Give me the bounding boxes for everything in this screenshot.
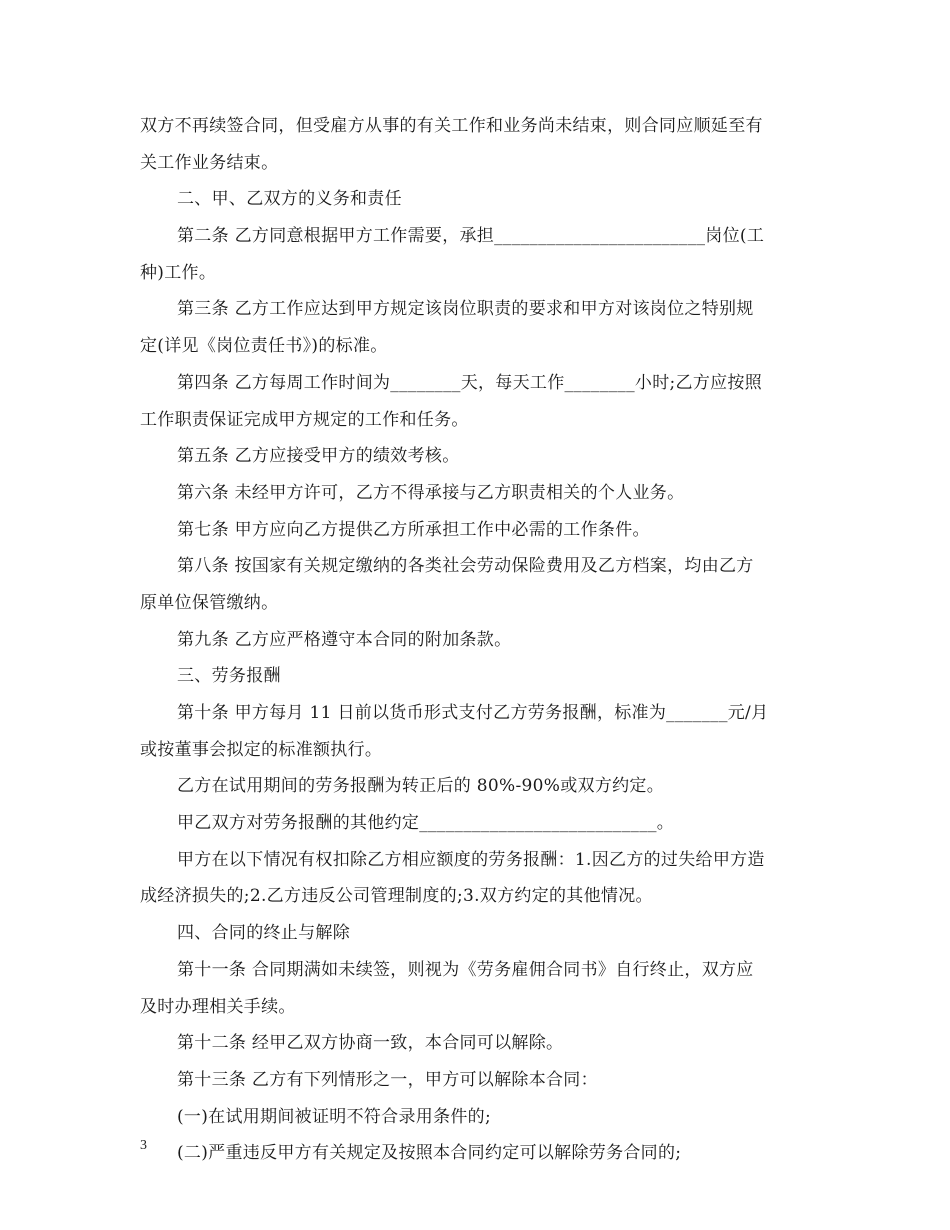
paragraph-line: 原单位保管缴纳。	[140, 592, 279, 613]
section-heading: 三、劳务报酬	[177, 666, 281, 687]
page-number: 3	[140, 1138, 147, 1153]
paragraph-line: 或按董事会拟定的标准额执行。	[140, 739, 383, 760]
document-body	[140, 116, 812, 1180]
paragraph-line: 及时办理相关手续。	[140, 996, 296, 1017]
paragraph-line: 成经济损失的;2.乙方违反公司管理制度的;3.双方约定的其他情况。	[140, 886, 653, 907]
paragraph-line: 双方不再续签合同，但受雇方从事的有关工作和业务尚未结束，则合同应顺延至有	[140, 116, 763, 136]
paragraph-line: 第十一条 合同期满如未续签，则视为《劳务雇佣合同书》自行终止，双方应	[177, 959, 754, 980]
paragraph-line: 第三条 乙方工作应达到甲方规定该岗位职责的要求和甲方对该岗位之特别规	[177, 299, 754, 320]
paragraph-line: 甲乙双方对劳务报酬的其他约定___________________________。	[177, 813, 675, 834]
paragraph-line: 第十二条 经甲乙双方协商一致，本合同可以解除。	[177, 1033, 564, 1054]
paragraph-line: (一)在试用期间被证明不符合录用条件的;	[177, 1106, 491, 1127]
paragraph-line: 工作职责保证完成甲方规定的工作和任务。	[140, 409, 469, 430]
paragraph-line: 第六条 未经甲方许可，乙方不得承接与乙方职责相关的个人业务。	[177, 482, 685, 503]
paragraph-line: 第二条 乙方同意根据甲方工作需要，承担________________________岗位(工	[177, 226, 765, 247]
paragraph-line: 第十条 甲方每月 11 日前以货币形式支付乙方劳务报酬，标准为_______元/月	[177, 703, 769, 723]
paragraph-line: 甲方在以下情况有权扣除乙方相应额度的劳务报酬：1.因乙方的过失给甲方造	[177, 849, 765, 870]
paragraph-line: 第九条 乙方应严格遵守本合同的附加条款。	[177, 629, 512, 650]
paragraph-line: 乙方在试用期间的劳务报酬为转正后的 80%-90%或双方约定。	[177, 776, 665, 797]
section-heading: 四、合同的终止与解除	[177, 923, 350, 944]
paragraph-line: 关工作业务结束。	[140, 152, 279, 173]
paragraph-line: 定(详见《岗位责任书》)的标准。	[140, 336, 388, 357]
paragraph-line: 第七条 甲方应向乙方提供乙方所承担工作中必需的工作条件。	[177, 519, 650, 540]
section-heading: 二、甲、乙双方的义务和责任	[177, 189, 402, 210]
paragraph-line: 第十三条 乙方有下列情形之一，甲方可以解除本合同：	[177, 1069, 598, 1090]
paragraph-line: 第五条 乙方应接受甲方的绩效考核。	[177, 446, 460, 467]
paragraph-line: 种)工作。	[140, 262, 217, 283]
paragraph-line: (二)严重违反甲方有关规定及按照本合同约定可以解除劳务合同的;	[177, 1143, 682, 1164]
paragraph-line: 第四条 乙方每周工作时间为________天，每天工作________小时;乙方应按照	[177, 372, 763, 393]
paragraph-line: 第八条 按国家有关规定缴纳的各类社会劳动保险费用及乙方档案，均由乙方	[177, 556, 754, 577]
